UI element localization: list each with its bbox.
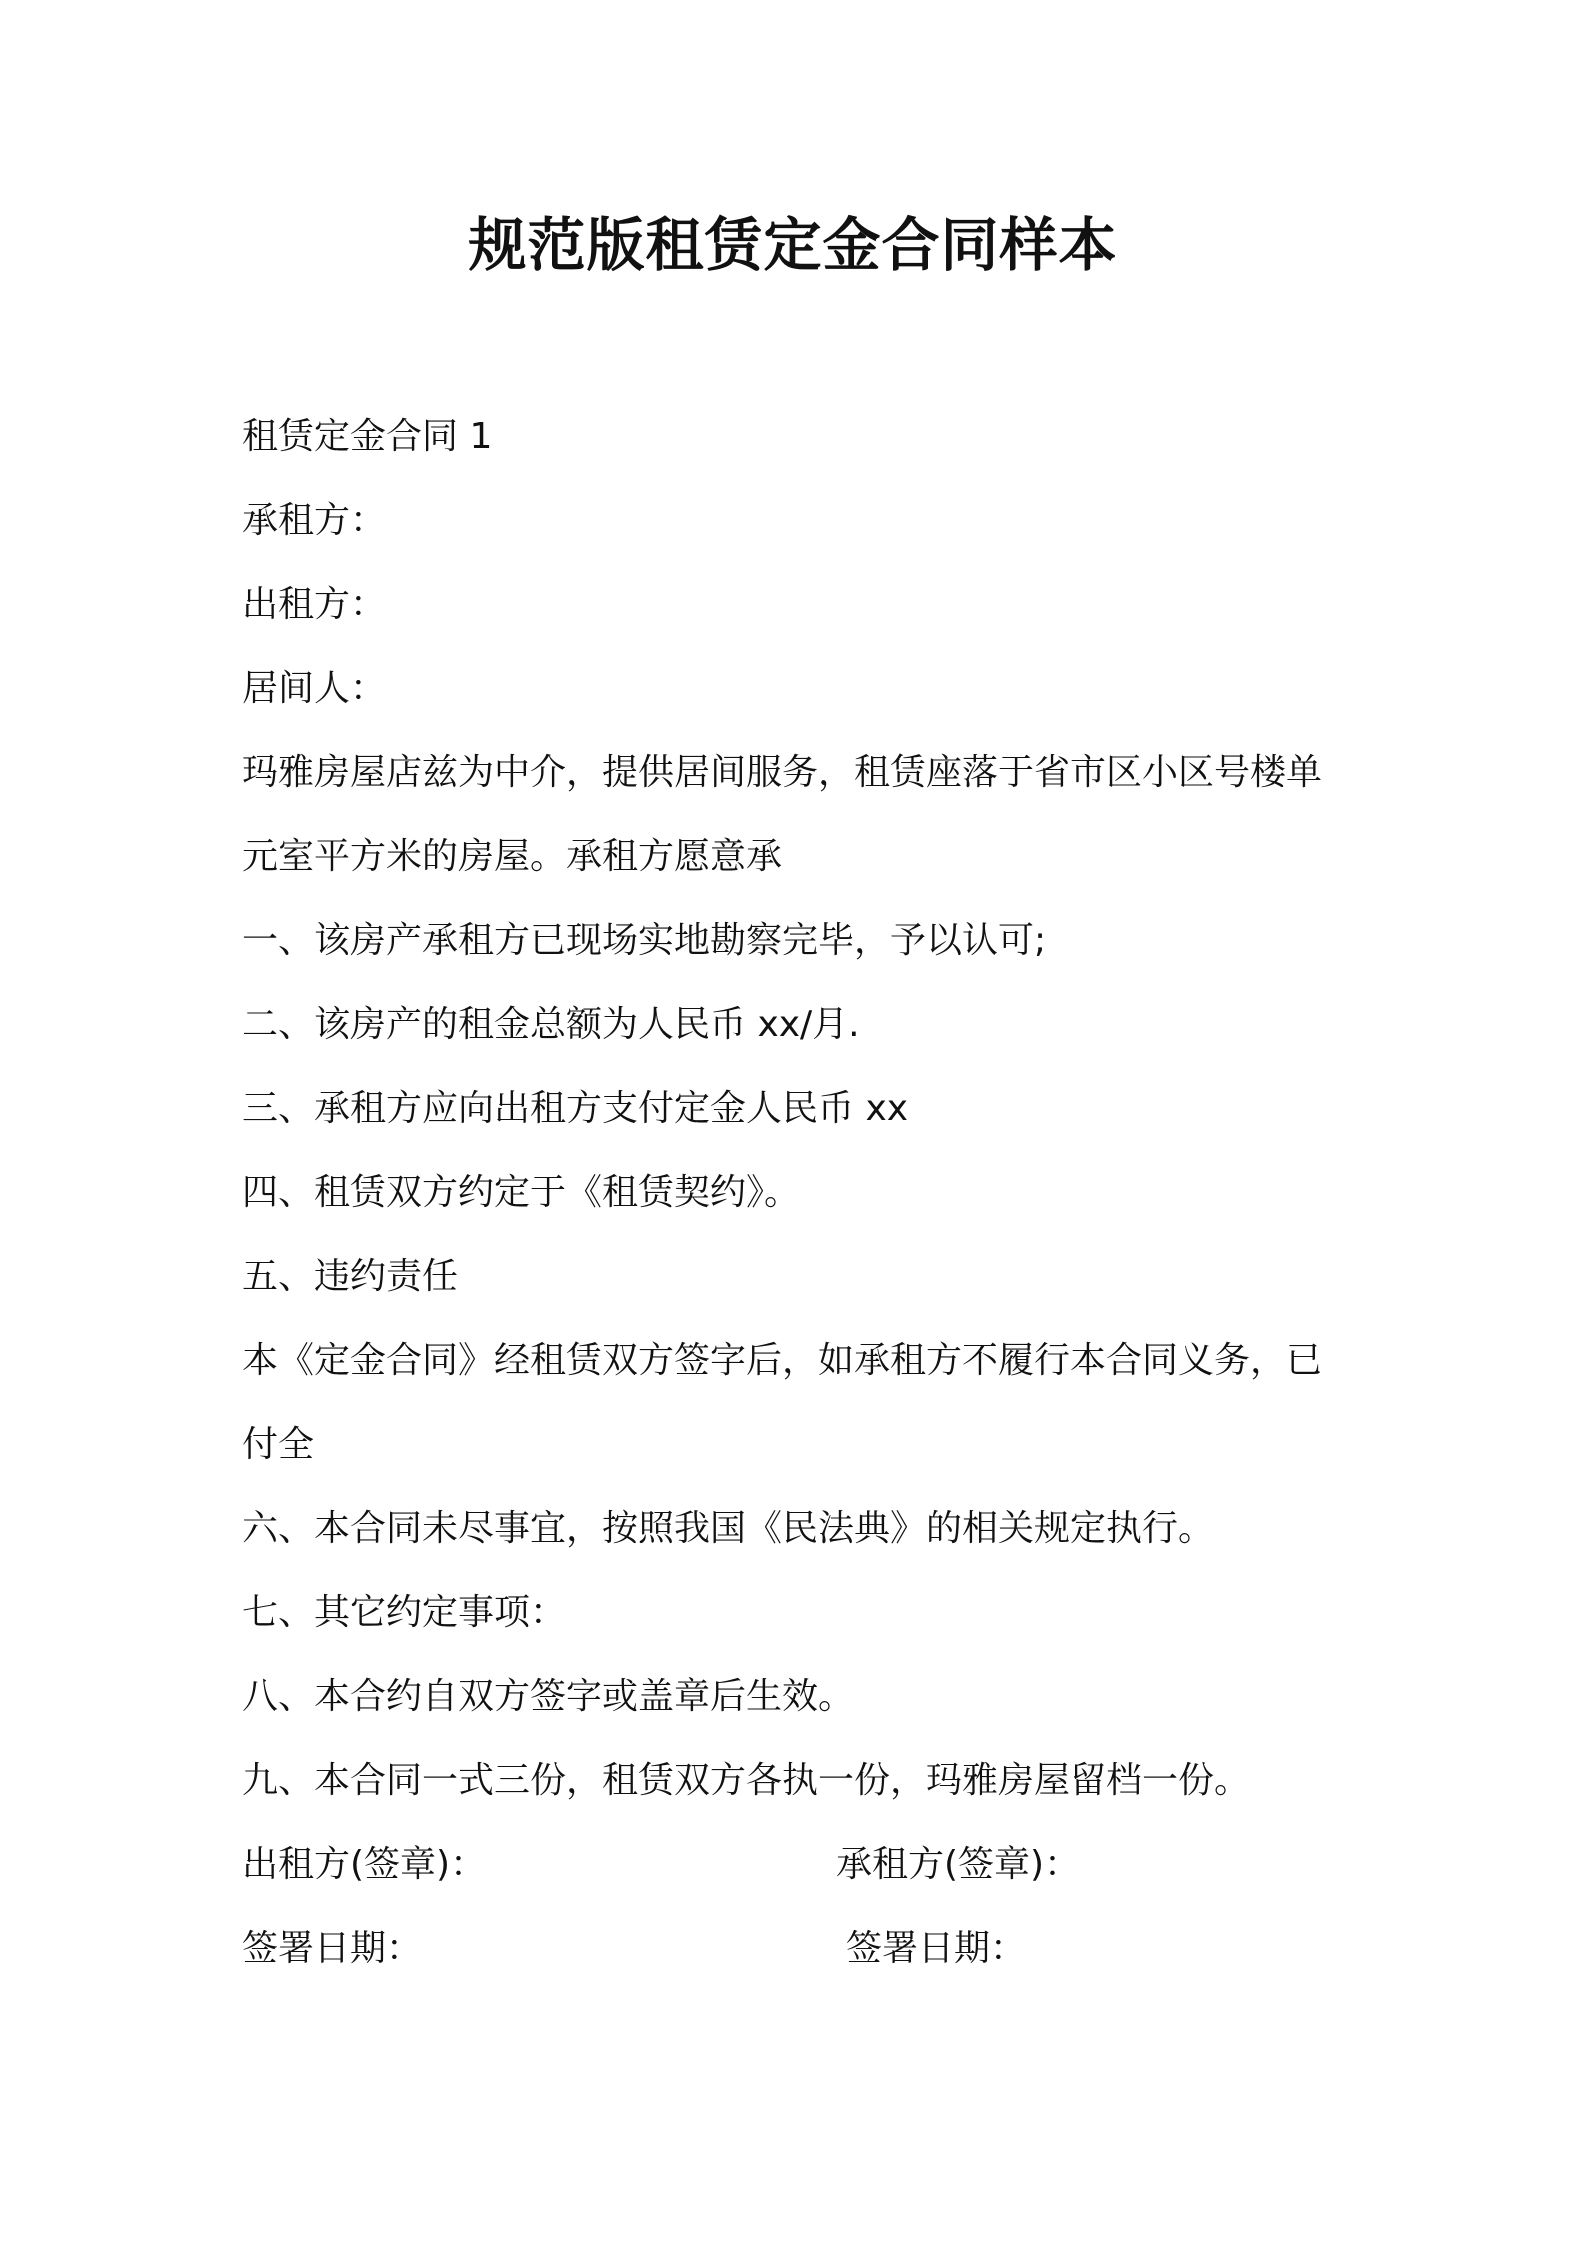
intro-text-line-1: 玛雅房屋店兹为中介，提供居间服务，租赁座落于省市区小区号楼单 bbox=[242, 752, 1323, 793]
breach-text-line-2: 付全 bbox=[242, 1424, 315, 1465]
lessor-signature-label: 出租方(签章)： bbox=[242, 1844, 487, 1885]
document-title: 规范版租赁定金合同样本 bbox=[468, 211, 1118, 279]
lessee-signature-label: 承租方(签章)： bbox=[836, 1844, 1081, 1885]
clause-2: 二、该房产的租金总额为人民币 xx/月. bbox=[242, 1004, 860, 1045]
contract-heading: 租赁定金合同 1 bbox=[242, 416, 493, 457]
clause-7: 七、其它约定事项： bbox=[242, 1592, 567, 1633]
lessor-date-label: 签署日期： bbox=[242, 1928, 423, 1969]
intro-text-line-2: 元室平方米的房屋。承租方愿意承 bbox=[242, 836, 783, 877]
lessee-label: 承租方： bbox=[242, 500, 387, 541]
clause-4: 四、租赁双方约定于《租赁契约》。 bbox=[242, 1172, 801, 1213]
breach-text-line-1: 本《定金合同》经租赁双方签字后，如承租方不履行本合同义务，已 bbox=[242, 1340, 1323, 1381]
clause-8: 八、本合约自双方签字或盖章后生效。 bbox=[242, 1676, 855, 1717]
clause-9: 九、本合同一式三份，租赁双方各执一份，玛雅房屋留档一份。 bbox=[242, 1760, 1251, 1801]
lessor-label: 出租方： bbox=[242, 584, 387, 625]
clause-5: 五、违约责任 bbox=[242, 1256, 459, 1297]
lessee-date-label: 签署日期： bbox=[846, 1928, 1027, 1969]
clause-1: 一、该房产承租方已现场实地勘察完毕，予以认可; bbox=[242, 920, 1047, 961]
broker-label: 居间人： bbox=[242, 668, 387, 709]
clause-3: 三、承租方应向出租方支付定金人民币 xx bbox=[242, 1088, 909, 1129]
clause-6: 六、本合同未尽事宜，按照我国《民法典》的相关规定执行。 bbox=[242, 1508, 1215, 1549]
